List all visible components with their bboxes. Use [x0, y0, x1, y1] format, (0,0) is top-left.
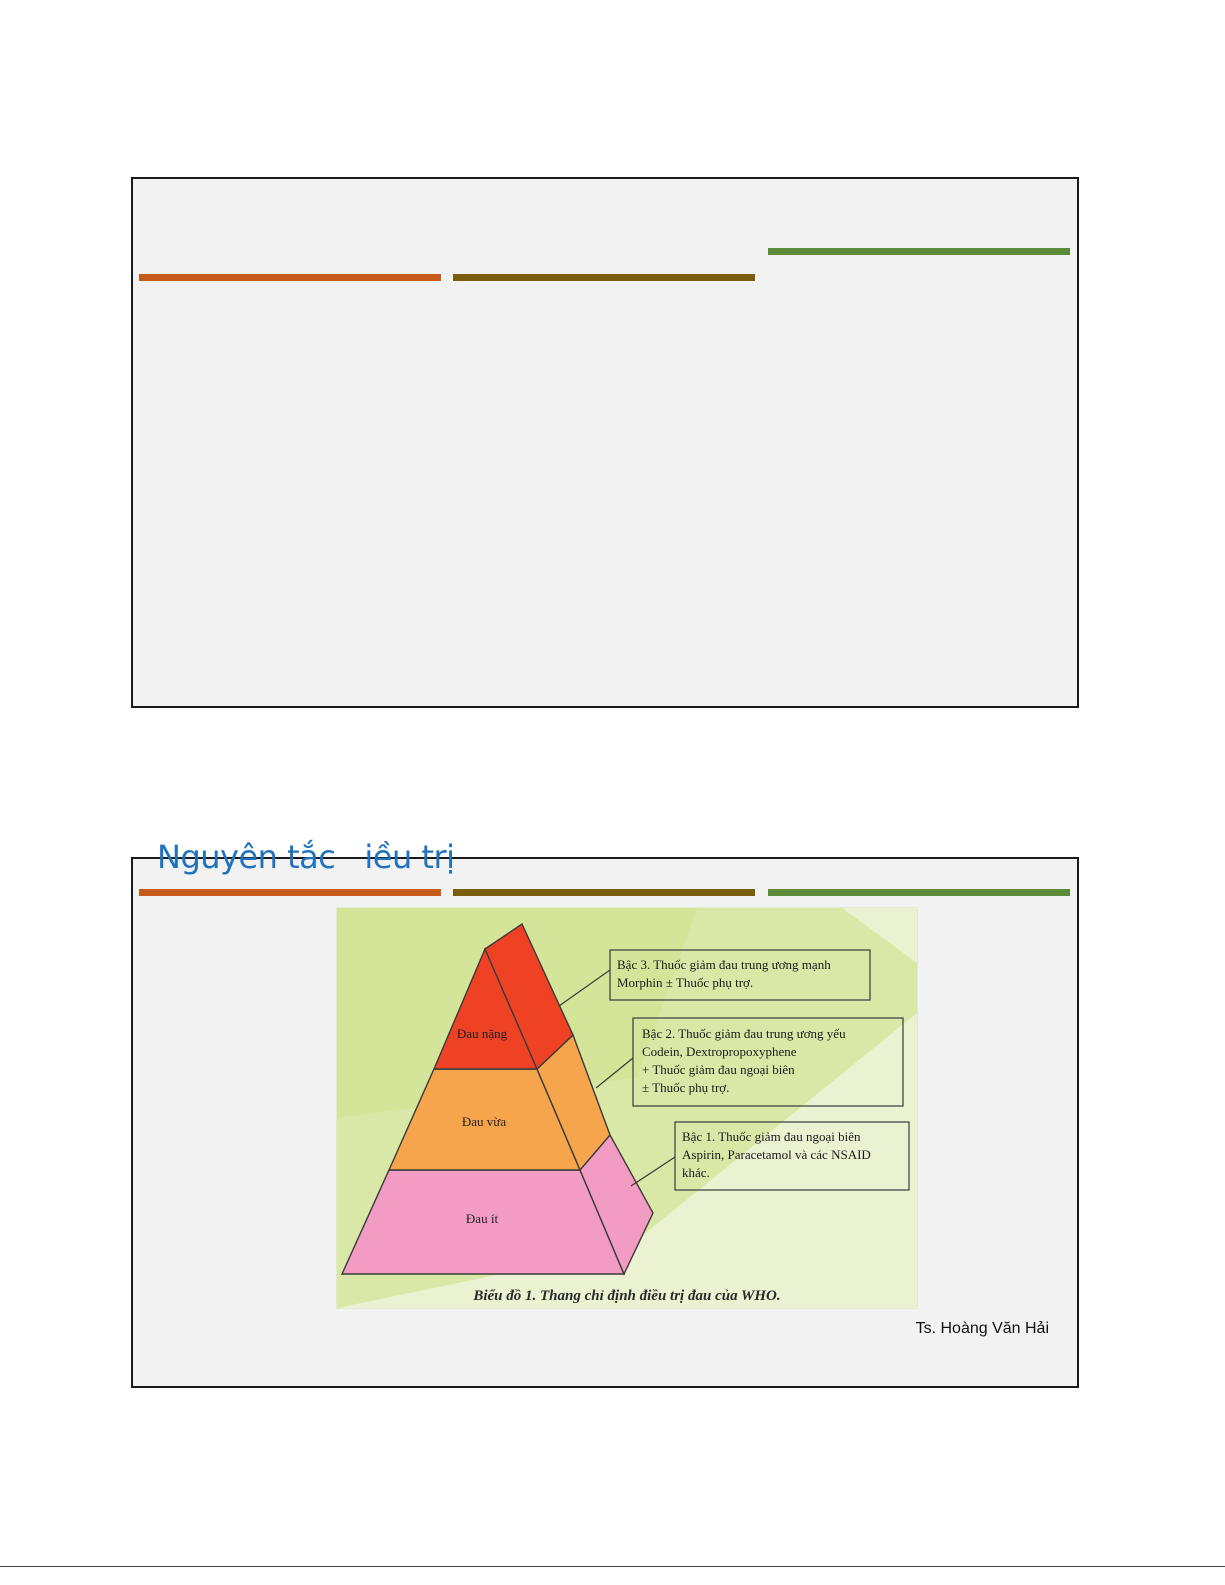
who-pain-ladder-diagram	[337, 908, 917, 1308]
page-bottom-divider	[0, 1566, 1225, 1567]
level-label-moderate: Đau vừa	[461, 1114, 507, 1129]
accent-bar-orange	[139, 274, 441, 281]
accent-bar-green	[768, 248, 1070, 255]
slide-1	[131, 177, 1079, 708]
figure-caption: Biểu đồ 1. Thang chỉ định điều trị đau của WHO.	[473, 1288, 781, 1304]
accent-bar-olive	[453, 274, 755, 281]
step-2-line-1: Bậc 2. Thuốc giảm đau trung ương yếu	[642, 1026, 846, 1041]
step-3-line-1: Bậc 3. Thuốc giảm đau trung ương mạnh	[617, 957, 831, 972]
slide-title: Nguyên tắc iều trị	[157, 838, 455, 876]
step-2-line-2: Codein, Dextropropoxyphene	[642, 1044, 797, 1059]
accent-bar-olive	[453, 889, 755, 896]
level-label-severe: Đau nặng	[456, 1026, 508, 1041]
author-name: Ts. Hoàng Văn Hải	[915, 1320, 1049, 1337]
step-2-line-4: ± Thuốc phụ trợ.	[642, 1080, 730, 1095]
accent-bar-green	[768, 889, 1070, 896]
step-1-line-1: Bậc 1. Thuốc giảm đau ngoại biên	[682, 1129, 861, 1144]
who-pain-ladder-figure	[336, 907, 918, 1309]
step-1-line-3: khác.	[682, 1165, 710, 1180]
step-3-line-2: Morphin ± Thuốc phụ trợ.	[617, 975, 754, 990]
level-label-low: Đau ít	[465, 1211, 499, 1226]
step-2-line-3: + Thuốc giảm đau ngoại biên	[642, 1062, 795, 1077]
step-1-line-2: Aspirin, Paracetamol và các NSAID	[682, 1147, 871, 1162]
accent-bar-orange	[139, 889, 441, 896]
